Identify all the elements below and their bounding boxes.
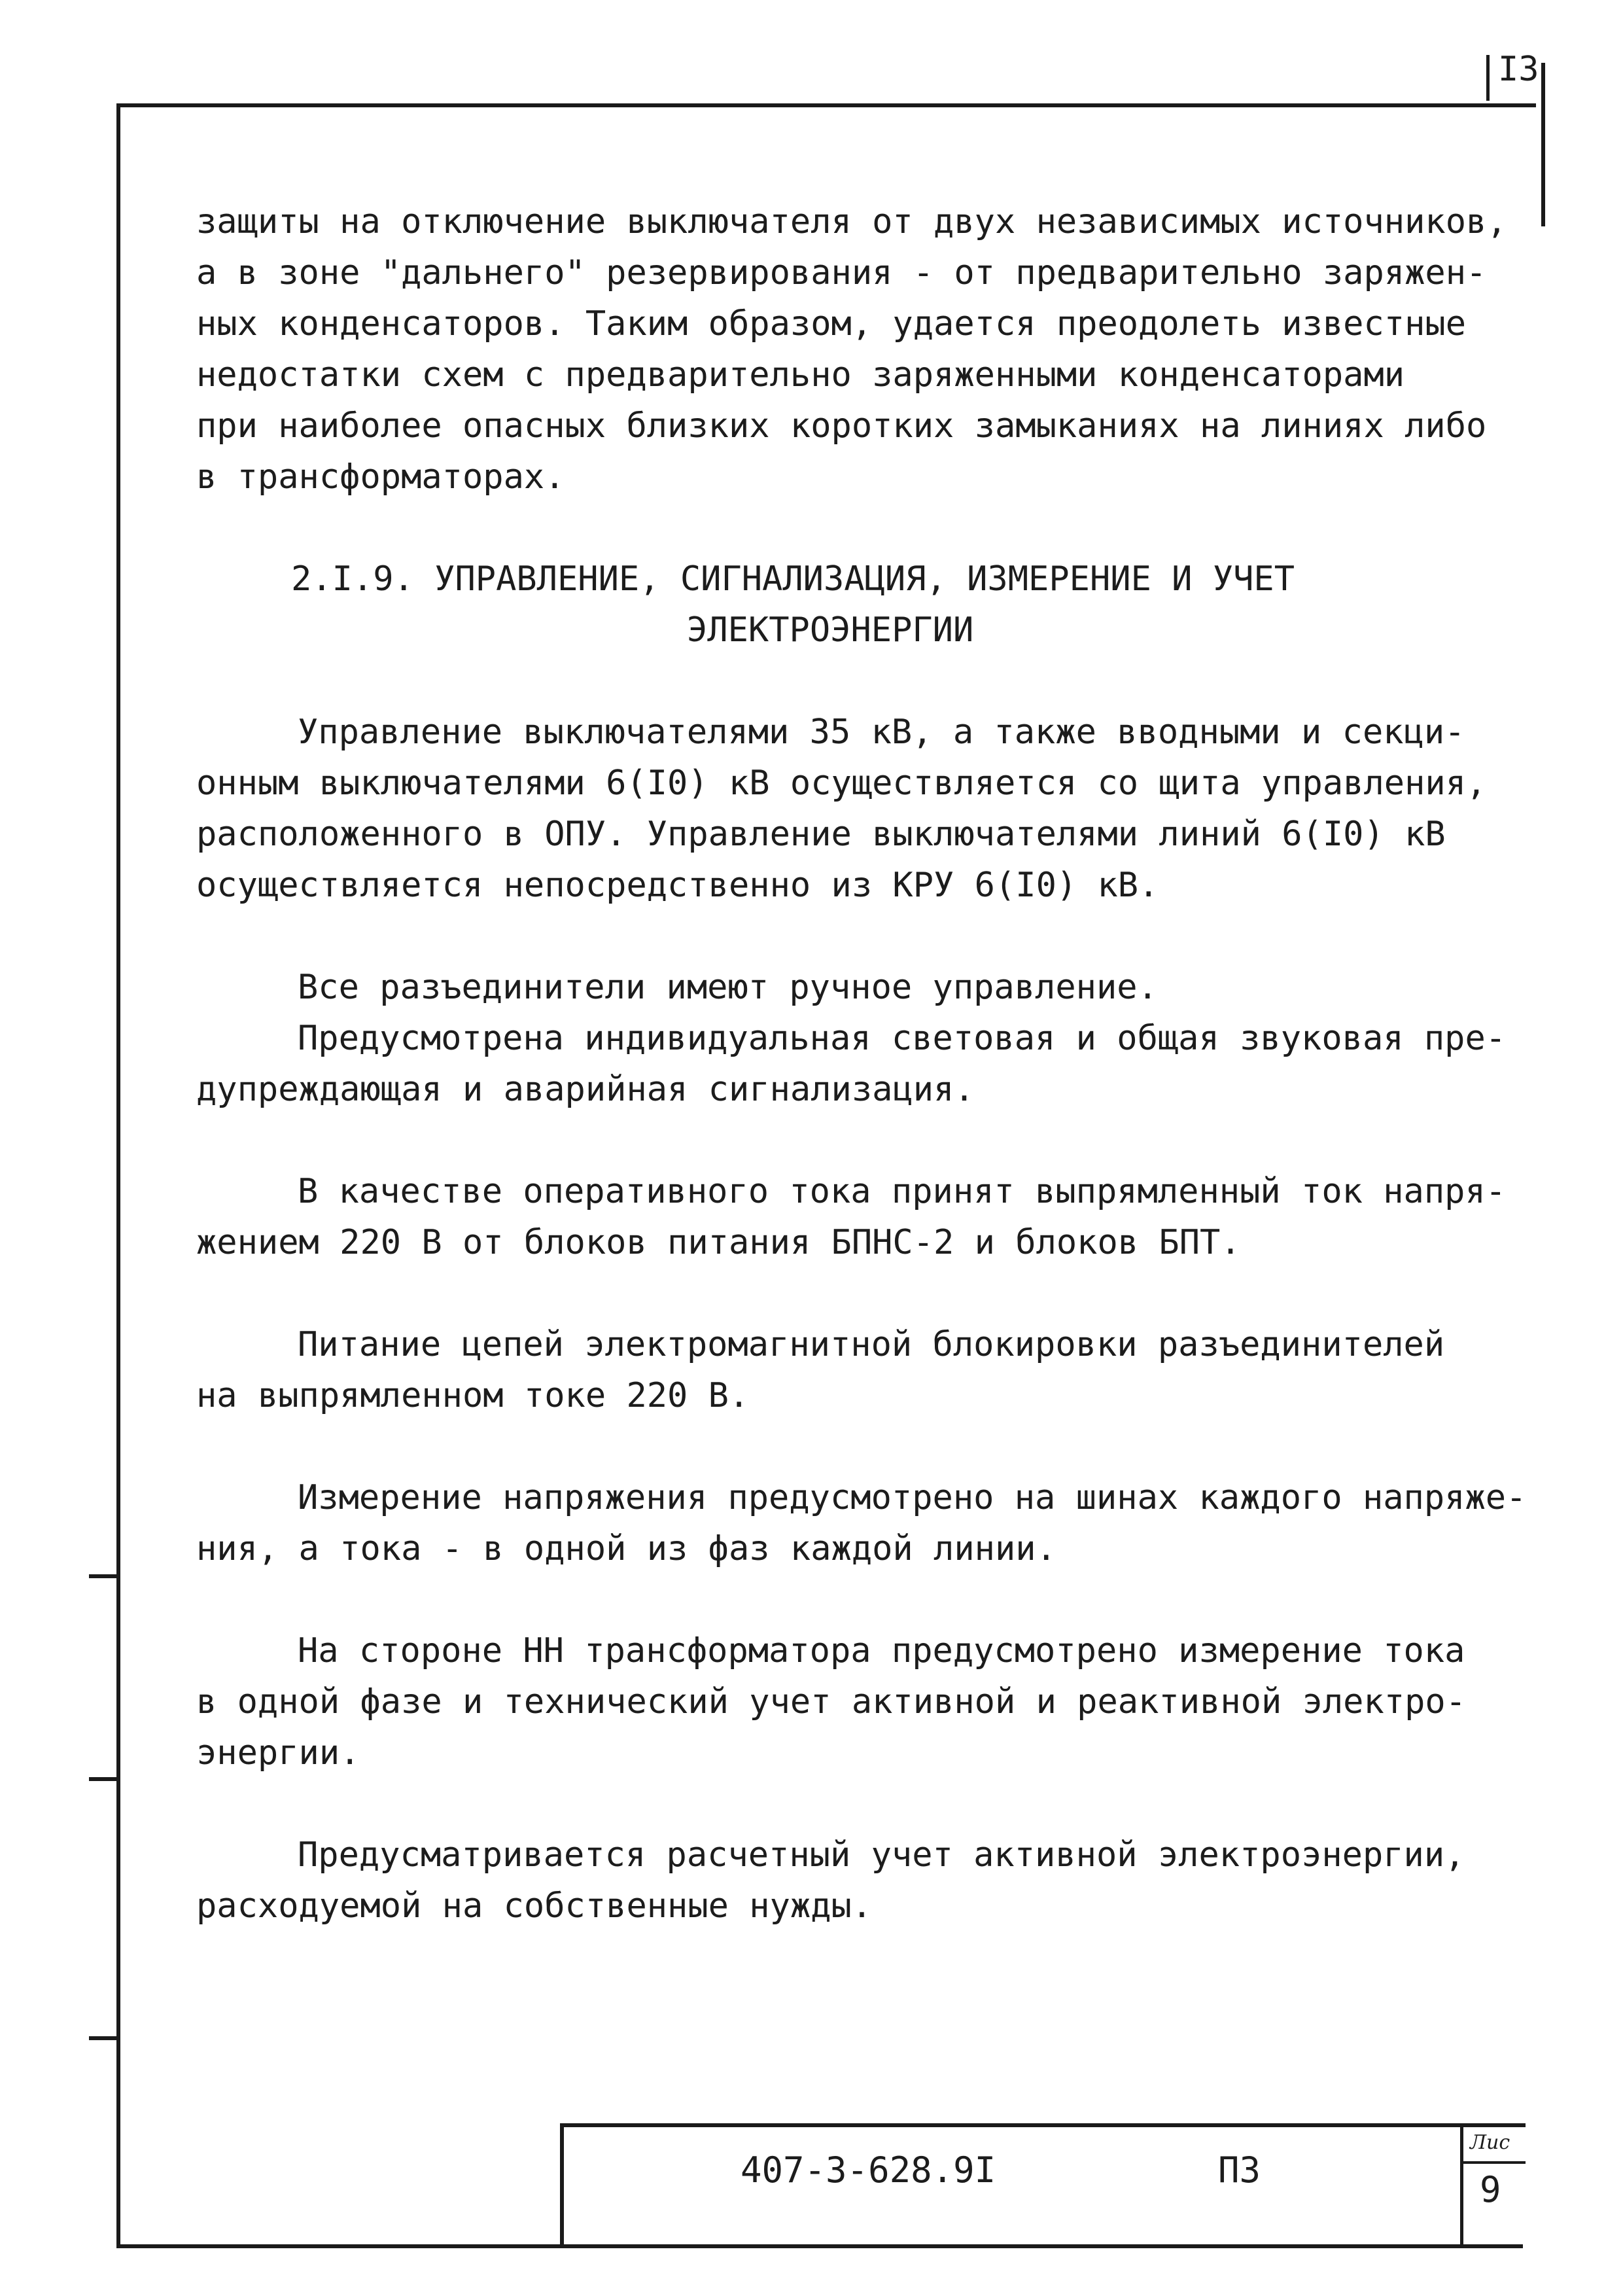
document-type: ПЗ <box>1218 2149 1261 2191</box>
body-line: недостатки схем с предварительно заряженными конденсаторами <box>196 355 1405 395</box>
margin-tick <box>89 1574 119 1578</box>
paragraph-line: осуществляется непосредственно из КРУ 6(I0) кВ. <box>196 866 1159 905</box>
paragraph-line: расходуемой на собственные нужды. <box>196 1886 873 1926</box>
page-number-divider <box>1486 55 1490 101</box>
frame-left-border <box>116 103 120 2248</box>
section-heading-continued: ЭЛЕКТРОЭНЕРГИИ <box>687 610 974 650</box>
paragraph-line: жением 220 В от блоков питания БПНС-2 и блоков БПТ. <box>196 1223 1241 1262</box>
body-line: ных конденсаторов. Таким образом, удается преодолеть известные <box>196 304 1467 344</box>
paragraph-line: В качестве оперативного тока принят выпрямленный ток напря- <box>298 1172 1507 1211</box>
sheet-divider <box>1460 2161 1526 2164</box>
sheet-number: 9 <box>1480 2169 1501 2210</box>
title-block-stamp <box>560 2123 1526 2248</box>
paragraph-line: ния, а тока - в одной из фаз каждой линии. <box>196 1529 1056 1568</box>
frame-top-border <box>116 103 1536 107</box>
margin-tick <box>89 1777 119 1781</box>
paragraph-line: На стороне НН трансформатора предусмотрено измерение тока <box>298 1631 1465 1670</box>
paragraph-line: Предусмотрена индивидуальная световая и общая звуковая пре- <box>298 1019 1507 1058</box>
paragraph-line: энергии. <box>196 1733 360 1773</box>
document-code: 407-3-628.9I <box>741 2149 996 2191</box>
body-line: при наиболее опасных близких коротких замыканиях на линиях либо <box>196 406 1487 446</box>
body-line: в трансформаторах. <box>196 457 565 497</box>
sheet-label: Лис <box>1470 2131 1510 2154</box>
paragraph-line: расположенного в ОПУ. Управление выключателями линий 6(I0) кВ <box>196 815 1446 854</box>
body-line: защиты на отключение выключателя от двух независимых источников, <box>196 202 1507 241</box>
document-body <box>196 196 1527 1932</box>
paragraph-line: Управление выключателями 35 кВ, а также вводными и секци- <box>298 713 1465 752</box>
section-heading: 2.I.9. УПРАВЛЕНИЕ, СИГНАЛИЗАЦИЯ, ИЗМЕРЕНИЕ И УЧЕТ <box>291 559 1295 599</box>
paragraph-line: Питание цепей электромагнитной блокировки разъединителей <box>298 1325 1445 1364</box>
paragraph-line: в одной фазе и технический учет активной и реактивной электро- <box>196 1682 1467 1722</box>
page-number-top: I3 <box>1498 50 1539 89</box>
paragraph-line: Все разъединители имеют ручное управление. <box>298 968 1158 1007</box>
paragraph-line: дупреждающая и аварийная сигнализация. <box>196 1070 975 1109</box>
paragraph-line: Измерение напряжения предусмотрено на шинах каждого напряже- <box>298 1478 1527 1517</box>
paragraph-line: онным выключателями 6(I0) кВ осуществляется со щита управления, <box>196 764 1487 803</box>
margin-tick <box>89 2036 119 2040</box>
paragraph-line: на выпрямленном токе 220 В. <box>196 1376 750 1415</box>
paragraph-line: Предусматривается расчетный учет активной электроэнергии, <box>298 1835 1465 1875</box>
body-line: а в зоне "дальнего" резервирования - от предварительно заряжен- <box>196 253 1487 292</box>
frame-right-border <box>1541 63 1545 226</box>
